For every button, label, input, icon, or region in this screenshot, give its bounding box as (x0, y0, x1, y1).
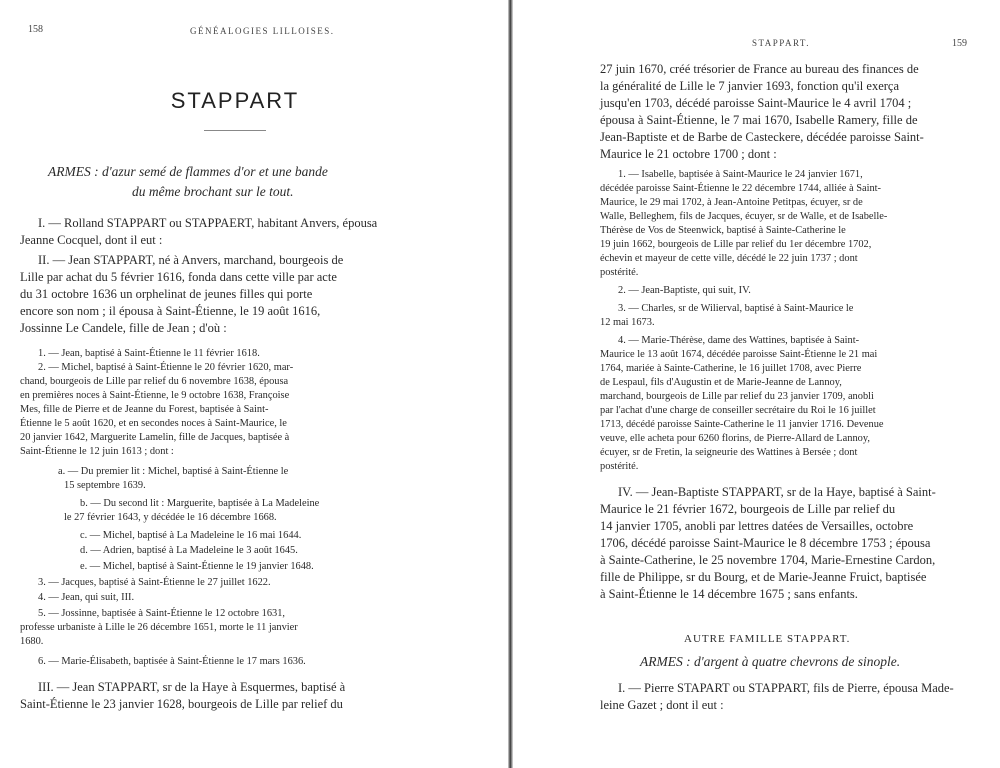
left-line-9: Jossinne Le Candele, fille de Jean ; d'où : (20, 321, 227, 335)
left-line-32: Saint-Étienne le 23 janvier 1628, bourgeois de Lille par relief du (20, 697, 343, 711)
left-line-13: en premières noces à Saint-Étienne, le 9 octobre 1638, Françoise (20, 390, 290, 401)
left-line-4: Jeanne Cocquel, dont il eut : (20, 233, 163, 247)
left-line-26: 4. — Jean, qui suit, III. (38, 592, 135, 603)
right-line-34: à Saint-Étienne le 14 décembre 1675 ; sans enfants. (600, 587, 858, 601)
right-line-25: veuve, elle acheta pour 6260 florins, de Pierre-Allard de Lannoy, (600, 433, 870, 444)
right-line-31: 1706, décédé paroisse Saint-Maurice le 8 décembre 1753 ; épousa (600, 536, 931, 550)
left-line-5: II. — Jean STAPPART, né à Anvers, marchand, bourgeois de (38, 253, 344, 267)
right-line-26: écuyer, sr de Fretin, la seigneurie des Wattines à Bersée ; dont (600, 447, 858, 458)
right-line-3: jusqu'en 1703, décédé paroisse Saint-Maurice le 4 avril 1704 ; (600, 96, 912, 110)
right-line-20: 1764, mariée à Sainte-Catherine, le 16 juillet 1708, avec Pierre (600, 363, 862, 374)
left-line-19: 15 septembre 1639. (64, 480, 146, 491)
right-line-23: par l'achat d'une charge de conseiller secrétaire du Roi le 16 juillet (600, 405, 876, 416)
right-line-29: Maurice le 21 février 1672, bourgeois de Lille par relief du (600, 502, 896, 516)
right-line-38: leine Gazet ; dont il eut : (600, 698, 724, 712)
left-page-number: 158 (28, 24, 43, 35)
left-line-22: c. — Michel, baptisé à La Madeleine le 16 mai 1644. (80, 530, 302, 541)
right-line-11: Thérèse de Vos de Steenwick, baptisé à Sainte-Catherine le (600, 225, 846, 236)
right-line-8: décédée paroisse Saint-Étienne le 22 décembre 1744, alliée à Saint- (600, 183, 882, 194)
right-line-24: 1713, décédé paroisse Sainte-Catherine le 11 janvier 1716. Devenue (600, 419, 884, 430)
right-line-15: 2. — Jean-Baptiste, qui suit, IV. (618, 285, 751, 296)
left-line-11: 2. — Michel, baptisé à Saint-Étienne le 20 février 1620, mar- (38, 362, 294, 373)
right-line-35: AUTRE FAMILLE STAPPART. (684, 633, 851, 645)
left-line-23: d. — Adrien, baptisé à La Madeleine le 3 août 1645. (80, 545, 298, 556)
right-line-32: à Sainte-Catherine, le 25 novembre 1704, Marie-Ernestine Cardon, (600, 553, 936, 567)
left-line-20: b. — Du second lit : Marguerite, baptisée à La Madeleine (80, 498, 320, 509)
right-page-number: 159 (952, 38, 967, 49)
left-line-18: a. — Du premier lit : Michel, baptisé à Saint-Étienne le (58, 466, 289, 477)
left-line-24: e. — Michel, baptisé à Saint-Étienne le 19 janvier 1648. (80, 561, 314, 572)
right-line-18: 4. — Marie-Thérèse, dame des Wattines, baptisée à Saint- (618, 335, 860, 346)
right-line-19: Maurice le 13 août 1674, décédée paroisse Saint-Étienne le 21 mai (600, 349, 878, 360)
right-page (512, 0, 1000, 768)
left-line-27: 5. — Jossinne, baptisée à Saint-Étienne le 12 octobre 1631, (38, 608, 286, 619)
right-line-30: 14 janvier 1705, anobli par lettres datées de Versailles, octobre (600, 519, 914, 533)
right-line-5: Jean-Baptiste et de Barbe de Casteckere, décédée paroisse Saint- (600, 130, 924, 144)
family-title: STAPPART (170, 88, 300, 113)
left-line-14: Mes, fille de Pierre et de Jeanne du Forest, baptisée à Saint- (20, 404, 269, 415)
left-line-3: I. — Rolland STAPPART ou STAPPAERT, habitant Anvers, épousa (38, 216, 378, 230)
right-line-4: épousa à Saint-Étienne, le 7 mai 1670, Isabelle Ramery, fille de (600, 113, 918, 127)
right-line-10: Walle, Belleghem, fils de Jacques, écuyer, sr de Walle, et de Isabelle- (600, 211, 888, 222)
right-line-36: ARMES : d'argent à quatre chevrons de sinople. (640, 654, 901, 669)
left-line-15: Étienne le 5 août 1620, et en secondes noces à Saint-Maurice, le (20, 418, 287, 429)
left-line-7: du 31 octobre 1636 un orphelinat de jeunes filles qui porte (20, 287, 313, 301)
right-line-14: postérité. (600, 267, 639, 278)
right-line-7: 1. — Isabelle, baptisée à Saint-Maurice le 24 janvier 1671, (618, 169, 863, 180)
left-line-17: Saint-Étienne le 12 juin 1613 ; dont : (20, 446, 174, 457)
left-line-1: ARMES : d'azur semé de flammes d'or et une bande (48, 164, 328, 179)
right-line-13: échevin et mayeur de cette ville, décédé le 22 juin 1737 ; dont (600, 253, 858, 264)
right-line-1: 27 juin 1670, créé trésorier de France au bureau des finances de (600, 62, 919, 76)
left-running-head: GÉNÉALOGIES LILLOISES. (190, 26, 335, 36)
right-line-6: Maurice le 21 octobre 1700 ; dont : (600, 147, 777, 161)
right-line-37: I. — Pierre STAPART ou STAPPART, fils de Pierre, épousa Made- (618, 681, 954, 695)
right-line-17: 12 mai 1673. (600, 317, 655, 328)
right-line-33: fille de Philippe, sr du Bourg, et de Marie-Jeanne Fruict, baptisée (600, 570, 927, 584)
left-line-28: professe urbaniste à Lille le 26 décembre 1651, morte le 11 janvier (20, 622, 298, 633)
right-line-16: 3. — Charles, sr de Wilierval, baptisé à Saint-Maurice le (618, 303, 854, 314)
right-line-27: postérité. (600, 461, 639, 472)
right-line-28: IV. — Jean-Baptiste STAPPART, sr de la Haye, baptisé à Saint- (618, 485, 936, 499)
left-line-25: 3. — Jacques, baptisé à Saint-Étienne le 27 juillet 1622. (38, 577, 271, 588)
left-line-8: encore son nom ; il épousa à Saint-Étienne, le 19 août 1616, (20, 304, 321, 318)
right-line-9: Maurice, le 29 mai 1702, à Jean-Antoine Petitpas, écuyer, sr de (600, 197, 863, 208)
right-line-21: de Lespaul, fils d'Augustin et de Marie-Jeanne de Lannoy, (600, 377, 842, 388)
left-line-6: Lille par achat du 5 février 1616, fonda dans cette ville par acte (20, 270, 337, 284)
left-line-12: chand, bourgeois de Lille par relief du 6 novembre 1638, épousa (20, 376, 289, 387)
left-line-16: 20 janvier 1642, Marguerite Lamelin, fille de Jacques, baptisée à (20, 432, 290, 443)
title-rule (204, 130, 266, 131)
left-line-21: le 27 février 1643, y décédée le 16 décembre 1668. (64, 512, 277, 523)
left-line-29: 1680. (20, 636, 44, 647)
right-line-2: la généralité de Lille le 7 janvier 1693, fonction qu'il exerça (600, 79, 900, 93)
left-line-30: 6. — Marie-Élisabeth, baptisée à Saint-Étienne le 17 mars 1636. (38, 656, 306, 667)
left-line-2: du même brochant sur le tout. (132, 184, 294, 199)
right-running-head: STAPPART. (752, 38, 811, 48)
right-line-12: 19 juin 1662, bourgeois de Lille par relief du 1er décembre 1702, (600, 239, 872, 250)
left-line-31: III. — Jean STAPPART, sr de la Haye à Esquermes, baptisé à (38, 680, 346, 694)
right-line-22: marchand, bourgeois de Lille par relief du 23 janvier 1709, anobli (600, 391, 874, 402)
left-line-10: 1. — Jean, baptisé à Saint-Étienne le 11 février 1618. (38, 348, 260, 359)
